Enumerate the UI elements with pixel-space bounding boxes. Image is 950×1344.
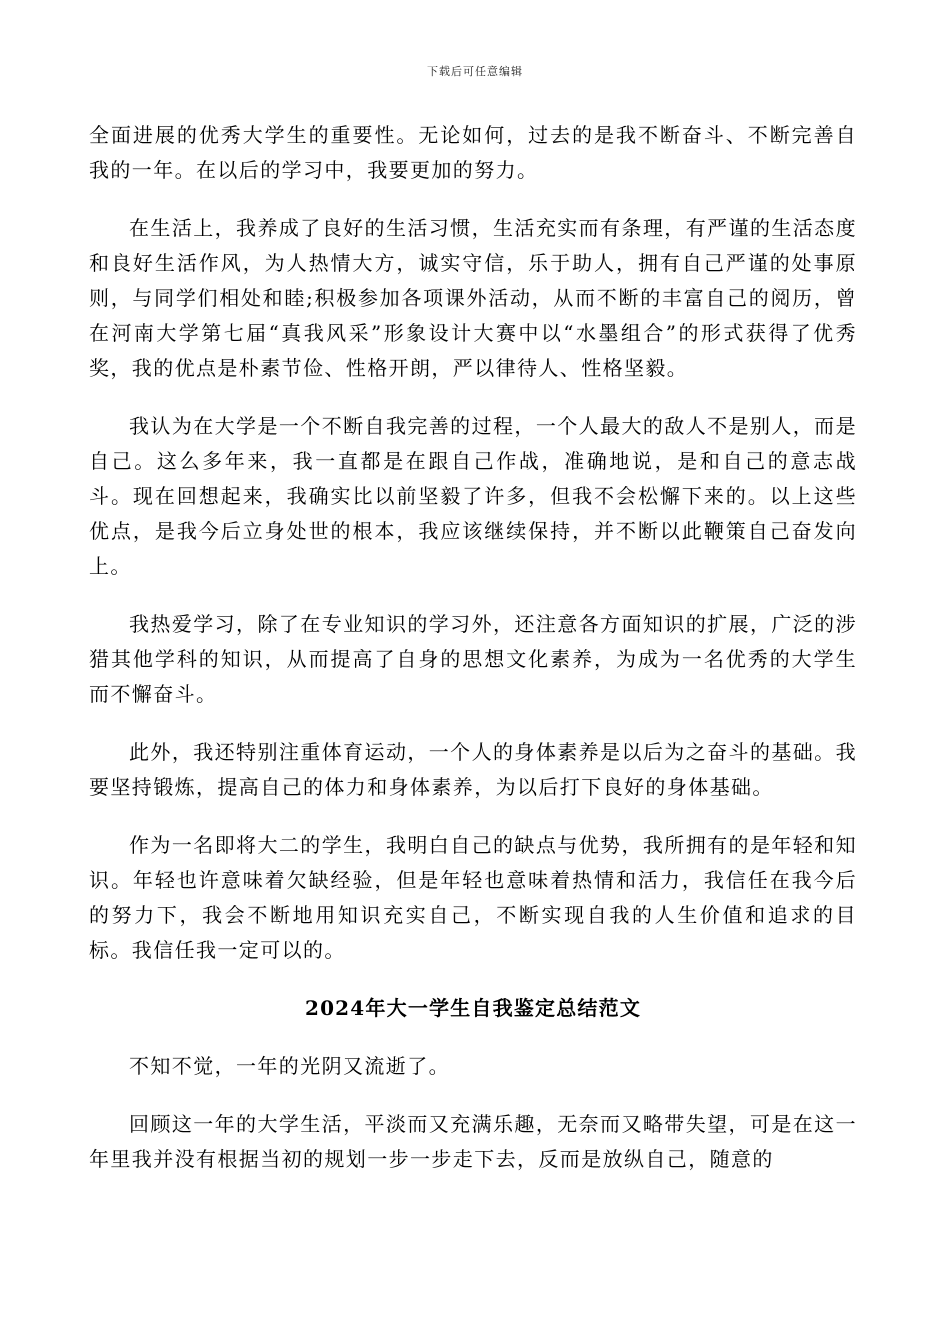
paragraph-life: 在生活上，我养成了良好的生活习惯，生活充实而有条理，有严谨的生活态度和良好生活作风，为人热情大方，诚实守信，乐于助人，拥有自己严谨的处事原则，与同学们相处和睦;积极参加各项课外活动，从而不断的丰富自己的阅历，曾在河南大学第七届“真我风采”形象设计大赛中以“水墨组合”的形式获得了优秀奖，我的优点是朴素节俭、性格开朗，严以律待人、性格坚毅。 [89,216,857,380]
paragraph-continuation: 全面进展的优秀大学生的重要性。无论如何，过去的是我不断奋斗、不断完善自我的一年。在以后的学习中，我要更加的努力。 [89,123,857,182]
paragraph-intro: 不知不觉，一年的光阴又流逝了。 [129,1054,450,1078]
paragraph-sports: 此外，我还特别注重体育运动，一个人的身体素养是以后为之奋斗的基础。我要坚持锻炼，提高自己的体力和身体素养，为以后打下良好的身体基础。 [89,740,857,799]
paragraph-review: 回顾这一年的大学生活，平淡而又充满乐趣，无奈而又略带失望，可是在这一年里我并没有根据当初的规划一步一步走下去，反而是放纵自己，随意的 [89,1112,857,1171]
page-header: 下载后可任意编辑 [427,65,523,78]
section-title: 2024年大一学生自我鉴定总结范文 [304,996,642,1020]
document-body [89,118,857,1200]
paragraph-self-improvement: 我认为在大学是一个不断自我完善的过程，一个人最大的敌人不是别人，而是自己。这么多年来，我一直都是在跟自己作战，准确地说，是和自己的意志战斗。现在回想起来，我确实比以前坚毅了许多，但我不会松懈下来的。以上这些优点，是我今后立身处世的根本，我应该继续保持，并不断以此鞭策自己奋发向上。 [89,414,857,578]
paragraph-conclusion: 作为一名即将大二的学生，我明白自己的缺点与优势，我所拥有的是年轻和知识。年轻也许意味着欠缺经验，但是年轻也意味着热情和活力，我信任在我今后的努力下，我会不断地用知识充实自己，不断实现自我的人生价值和追求的目标。我信任我一定可以的。 [89,833,857,962]
paragraph-study: 我热爱学习，除了在专业知识的学习外，还注意各方面知识的扩展，广泛的涉猎其他学科的知识，从而提高了自身的思想文化素养，为成为一名优秀的大学生而不懈奋斗。 [89,612,857,706]
